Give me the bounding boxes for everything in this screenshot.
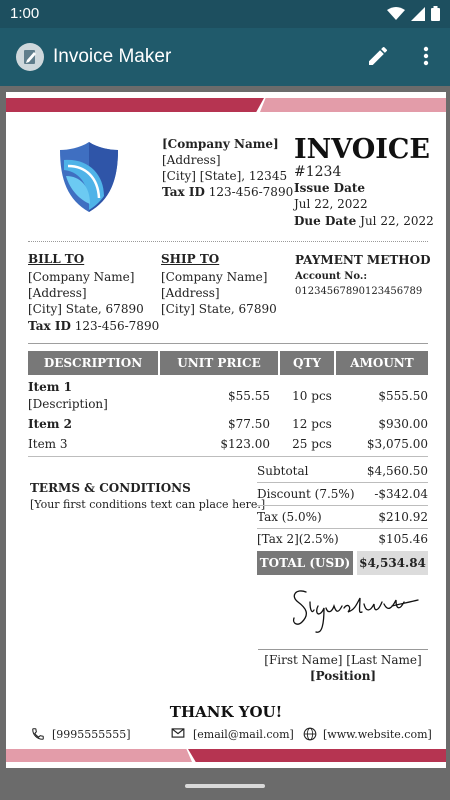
col-unit-price: UNIT PRICE: [160, 351, 280, 375]
status-bar: [0, 0, 450, 28]
company-tax-id: 123-456-7890: [208, 185, 294, 199]
item-name: Item 3: [28, 437, 68, 451]
total-label: TOTAL (USD): [257, 551, 353, 575]
terms-text: [Your first conditions text can place here.]: [30, 498, 266, 511]
phone-icon: [31, 727, 45, 741]
navigation-bar: [0, 772, 450, 800]
bill-to-tax: [28, 319, 159, 333]
company-logo-shield-icon: [58, 140, 120, 214]
due-date: Jul 22, 2022: [360, 214, 434, 228]
header-band-dark: [6, 98, 264, 112]
tax-label: Tax (5.0%): [257, 510, 322, 524]
total-value: $4,534.84: [357, 551, 428, 575]
bill-to-address: [Address]: [28, 286, 87, 300]
app-bar: [0, 28, 450, 86]
invoice-preview[interactable]: [6, 92, 446, 768]
app-title: Invoice Maker: [53, 46, 172, 67]
footer-website: [www.website.com]: [323, 728, 432, 741]
company-name: [Company Name]: [162, 137, 279, 151]
divider: [28, 456, 428, 457]
issue-date: Jul 22, 2022: [294, 197, 368, 211]
divider: [257, 482, 428, 483]
divider: [28, 343, 428, 344]
ship-to-address: [Address]: [161, 286, 220, 300]
company-address: [Address]: [162, 153, 221, 167]
thank-you: THANK YOU!: [169, 703, 283, 721]
email-icon: [171, 726, 185, 740]
items-table-header: [28, 351, 428, 375]
item-amount: $3,075.00: [366, 437, 428, 451]
subtotal-label: Subtotal: [257, 464, 309, 478]
col-qty: QTY: [280, 351, 336, 375]
bill-to-name: [Company Name]: [28, 270, 135, 284]
footer-email: [email@mail.com]: [193, 728, 294, 741]
footer-phone: [9995555555]: [52, 728, 131, 741]
col-amount: AMOUNT: [350, 356, 414, 370]
bill-to-city: [City] State, 67890: [28, 302, 144, 316]
item-unit-price: $55.55: [228, 389, 270, 403]
payment-method-heading: PAYMENT METHOD: [295, 253, 431, 267]
divider: [28, 241, 428, 242]
item-amount: $555.50: [378, 389, 428, 403]
invoice-title: INVOICE: [294, 134, 431, 165]
company-city: [City] [State], 12345: [162, 169, 288, 183]
signature-image: [288, 584, 422, 636]
bill-to-heading: BILL TO: [28, 252, 85, 266]
item-description: [Description]: [28, 397, 108, 411]
item-qty: 12 pcs: [292, 417, 332, 431]
wifi-icon: [387, 7, 405, 21]
signal-icon: [411, 7, 425, 21]
company-tax: [162, 185, 293, 199]
item-qty: 25 pcs: [292, 437, 332, 451]
discount-value: -$342.04: [374, 487, 428, 501]
edit-button[interactable]: [366, 44, 392, 70]
globe-icon: [303, 727, 317, 741]
app-logo-icon: [16, 43, 44, 71]
tax-value: $210.92: [378, 510, 428, 524]
divider: [257, 528, 428, 529]
due-date-label: Due Date: [294, 214, 357, 228]
battery-icon: [431, 6, 440, 21]
item-amount: $930.00: [378, 417, 428, 431]
item-unit-price: $77.50: [228, 417, 270, 431]
bill-to-tax-id: 123-456-7890: [74, 319, 160, 333]
header-band-light: [260, 98, 446, 112]
tax2-value: $105.46: [378, 532, 428, 546]
divider: [257, 505, 428, 506]
discount-label: Discount (7.5%): [257, 487, 355, 501]
item-unit-price: $123.00: [220, 437, 270, 451]
company-tax-label: Tax ID: [162, 185, 205, 199]
col-description: DESCRIPTION: [28, 351, 160, 375]
account-label: Account No.:: [295, 271, 368, 282]
item-name: Item 1: [28, 380, 73, 394]
signer-name: [First Name] [Last Name]: [264, 653, 422, 667]
home-gesture-handle[interactable]: [185, 784, 265, 788]
ship-to-heading: SHIP TO: [161, 252, 220, 266]
item-qty: 10 pcs: [292, 389, 332, 403]
terms-heading: TERMS & CONDITIONS: [30, 481, 191, 495]
ship-to-name: [Company Name]: [161, 270, 268, 284]
signature-line: [258, 649, 428, 650]
footer-band-light: [6, 749, 192, 762]
invoice-number: #1234: [294, 164, 342, 180]
subtotal-value: $4,560.50: [366, 464, 428, 478]
footer-band-dark: [188, 749, 446, 762]
signer-position: [Position]: [309, 669, 377, 683]
item-name: Item 2: [28, 417, 73, 431]
status-time: 1:00: [10, 5, 40, 22]
more-options-button[interactable]: [414, 44, 438, 70]
ship-to-city: [City] State, 67890: [161, 302, 277, 316]
account-number: 01234567890123456789: [295, 286, 423, 297]
more-vert-icon: [414, 44, 438, 68]
pencil-icon: [366, 44, 390, 68]
bill-to-tax-label: Tax ID: [28, 319, 71, 333]
tax2-label: [Tax 2](2.5%): [257, 532, 339, 546]
issue-date-label: Issue Date: [294, 181, 366, 195]
due-date-row: [294, 214, 434, 228]
